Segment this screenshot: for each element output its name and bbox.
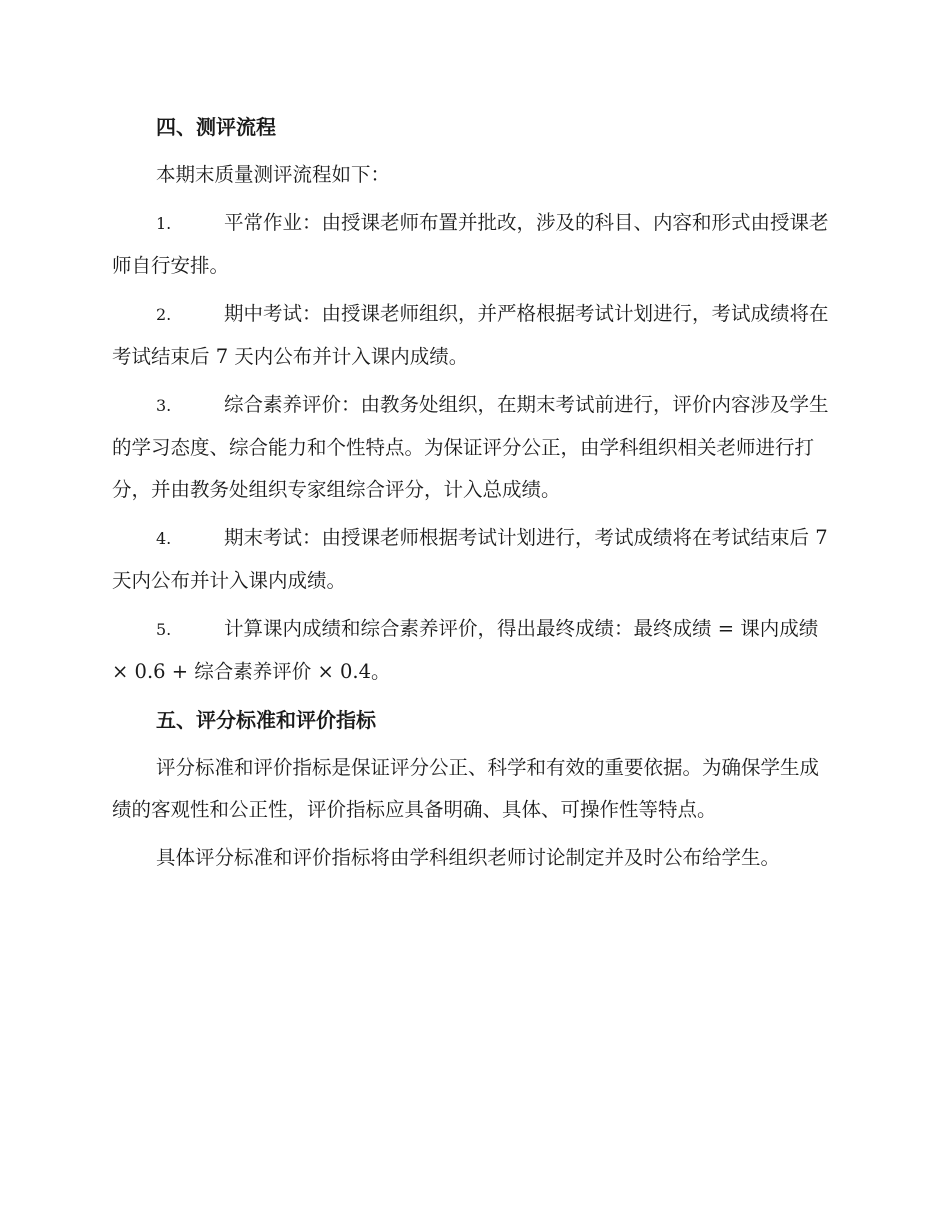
section-5-heading: 五、评分标准和评价指标 [156,708,376,732]
list-item-3 [112,384,836,511]
section-4-heading: 四、测评流程 [156,115,276,139]
list-item-4 [112,517,836,602]
list-item-2 [112,293,836,378]
list-item-text: 期末考试：由授课老师根据考试计划进行，考试成绩将在考试结束后 7 天内公布并计入课内成绩。 [112,526,828,592]
list-number: 4. [156,529,172,548]
list-item-1 [112,202,836,287]
list-item-text: 计算课内成绩和综合素养评价，得出最终成绩：最终成绩 = 课内成绩 × 0.6 + 综合素养评价 × 0.4。 [112,617,819,683]
list-item-text: 期中考试：由授课老师组织，并严格根据考试计划进行，考试成绩将在考试结束后 7 天内公布并计入课内成绩。 [112,302,829,368]
list-item-text: 平常作业：由授课老师布置并批改，涉及的科目、内容和形式由授课老师自行安排。 [112,211,829,277]
list-number: 3. [156,396,172,415]
list-item-5 [112,608,836,693]
section-5-paragraph-2: 具体评分标准和评价指标将由学科组织老师讨论制定并及时公布给学生。 [156,846,781,869]
list-number: 5. [156,620,172,639]
document-page [112,106,836,885]
list-item-text: 综合素养评价：由教务处组织，在期末考试前进行，评价内容涉及学生的学习态度、综合能力和个性特点。为保证评分公正，由学科组织相关老师进行打分，并由教务处组织专家组综合评分，计入总成绩。 [112,393,829,501]
list-number: 2. [156,305,172,324]
section-4-intro: 本期末质量测评流程如下： [156,163,391,186]
section-5-paragraph-1: 评分标准和评价指标是保证评分公正、科学和有效的重要依据。为确保学生成绩的客观性和公正性，评价指标应具备明确、具体、可操作性等特点。 [112,756,820,821]
list-number: 1. [156,214,172,233]
